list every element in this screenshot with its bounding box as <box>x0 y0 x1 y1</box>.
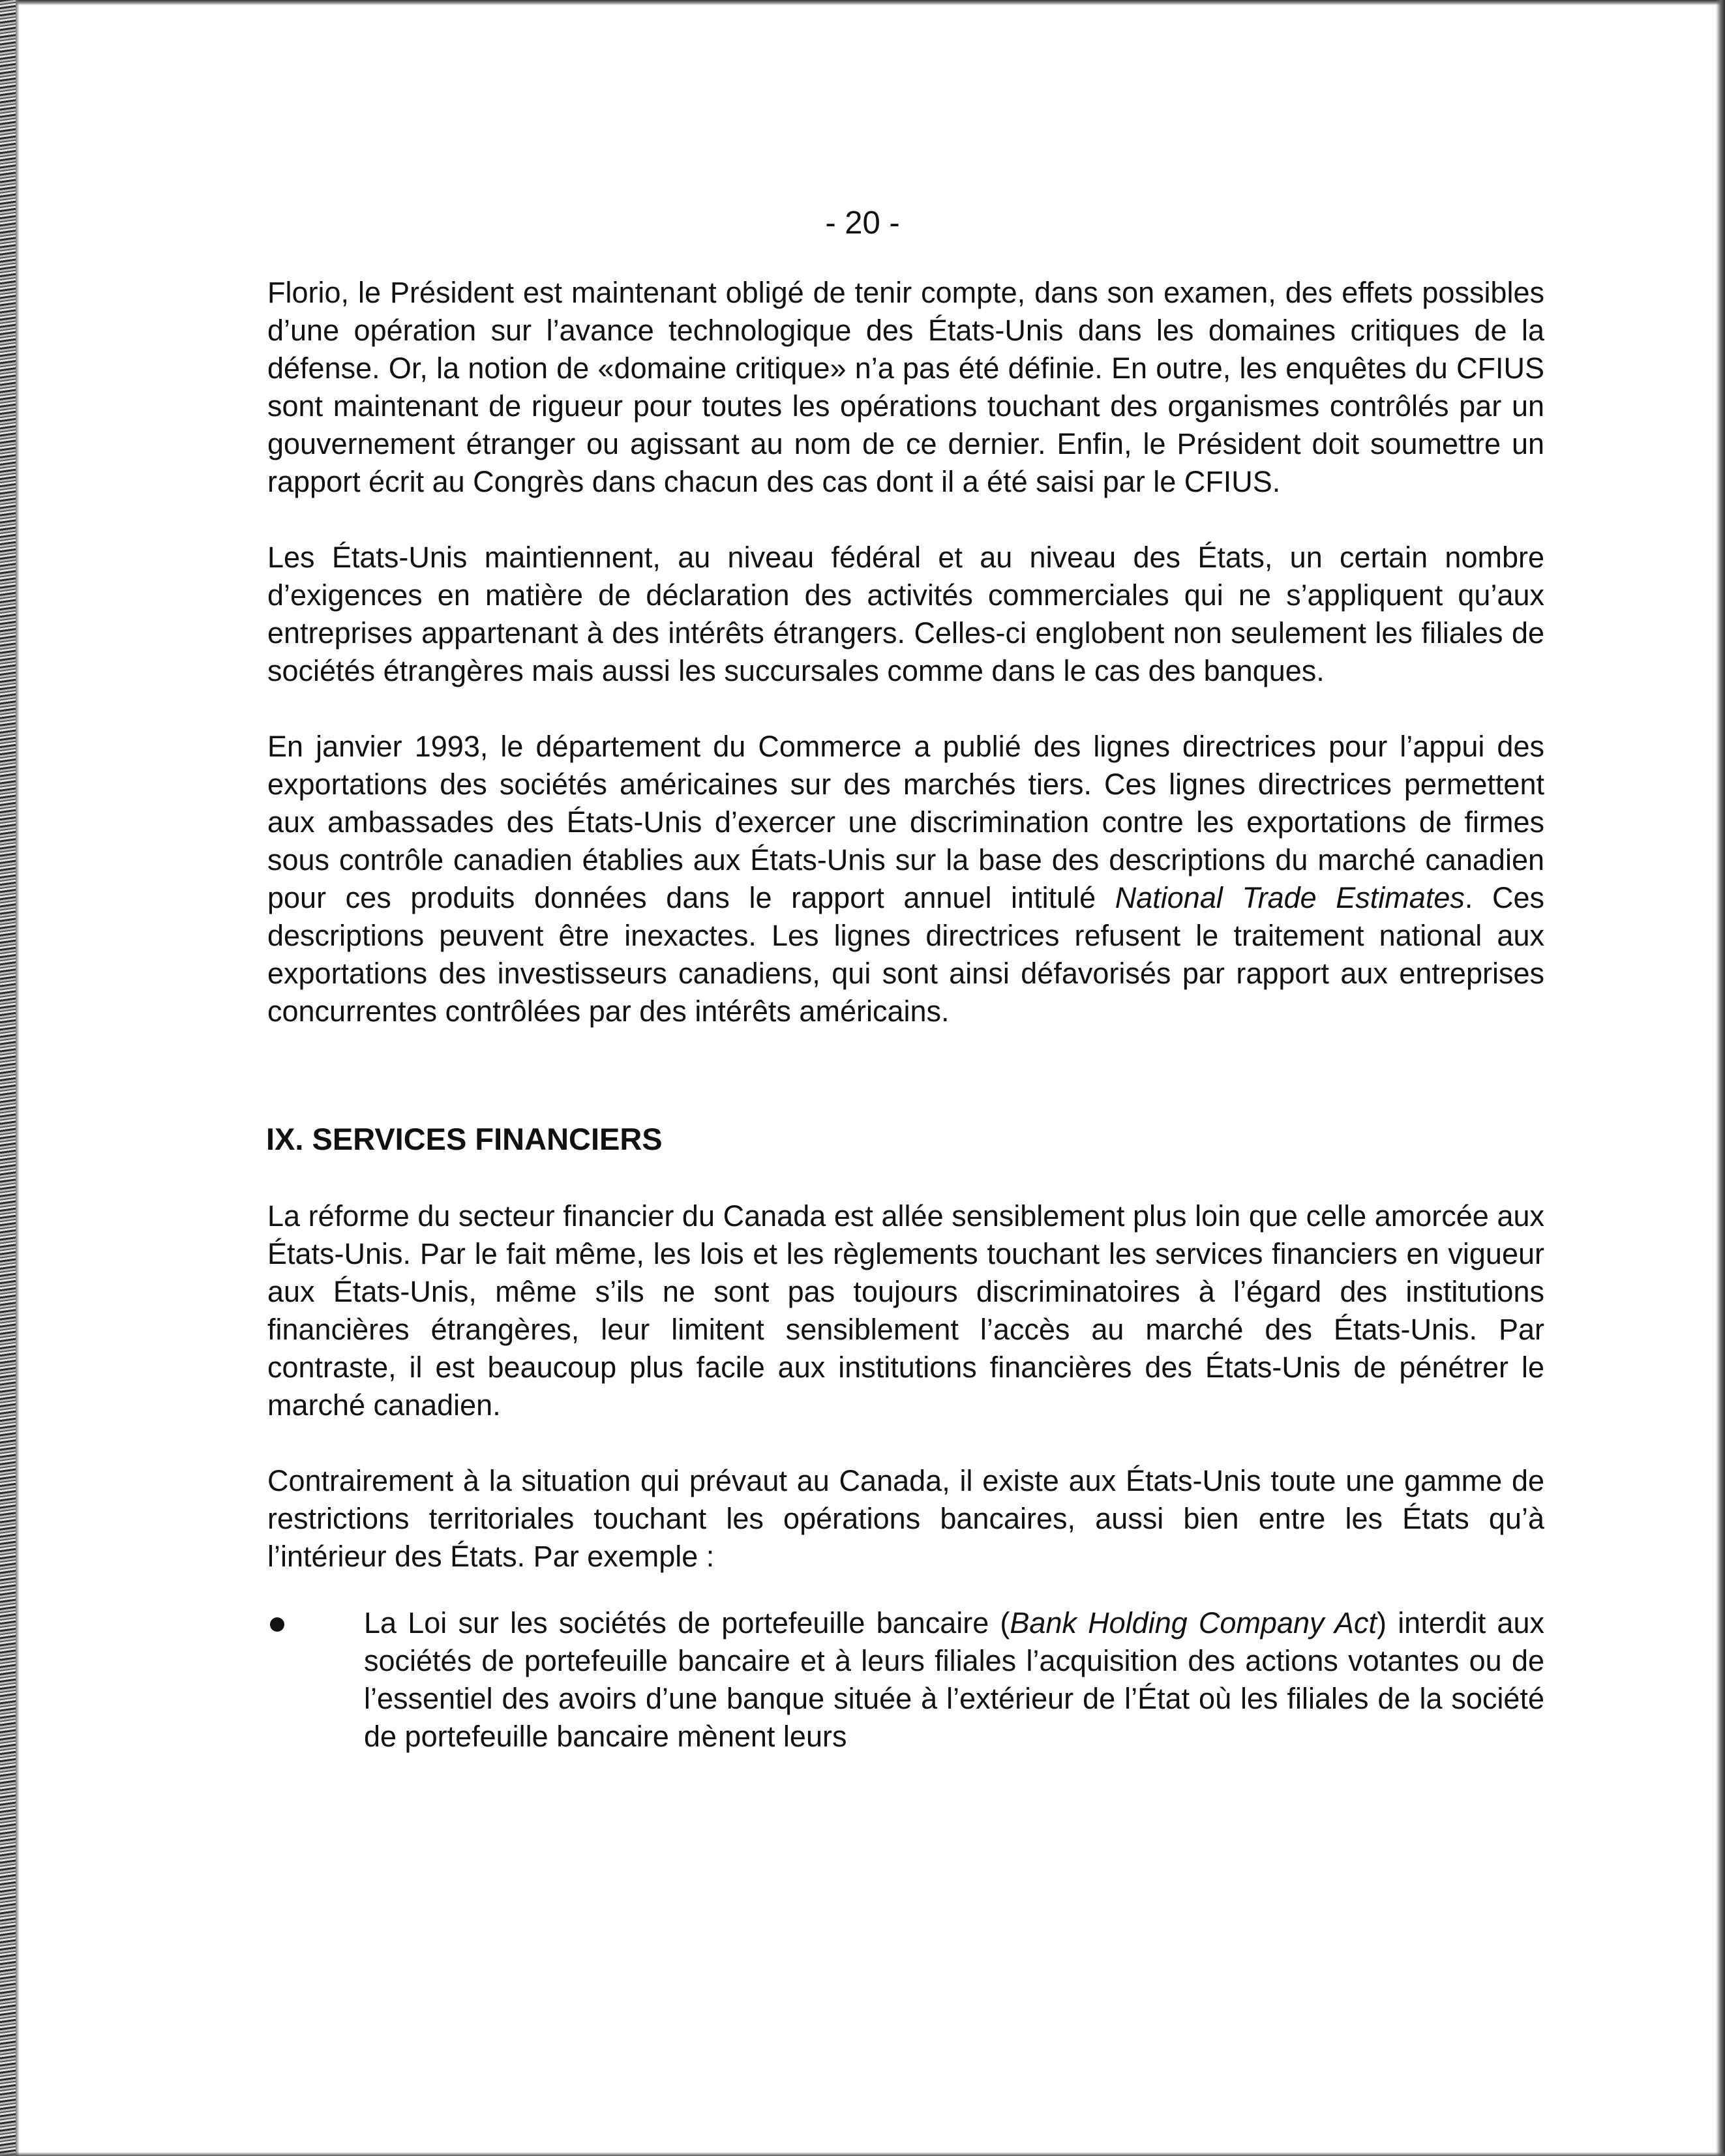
commerce-guidelines-text-start: En janvier 1993, le département du Commerce a publié des lignes directrices pour l’appui des exportations des sociétés américaines sur des marchés tiers. Ces lignes directrices permettent aux ambassades des États-Unis d’exercer une discrimination contre les exportations de firmes sous contrôle canadien établies aux États-Unis sur la base des descriptions du marché canadien pour ces produits données dans le rapport annuel intitulé <box>267 730 1544 914</box>
bullet-text-end: ) interdit aux sociétés de portefeuille bancaire et à leurs filiales l’acquisition des actions votantes ou de l’essentiel des avoirs d’une banque située à l’extérieur de l’État où les filiales de la société de portefeuille bancaire mènent leurs <box>364 1606 1544 1753</box>
bullet-text-start: La Loi sur les sociétés de portefeuille bancaire ( <box>364 1606 1010 1639</box>
page-number: - 20 - <box>825 205 900 241</box>
bullet-item-bank-holding-act <box>267 1604 1544 1756</box>
paragraph-cfius-review: Florio, le Président est maintenant obligé de tenir compte, dans son examen, des effets possibles d’une opération sur l’avance technologique des États-Unis dans les domaines critiques de la défense. Or, la notion de «domaine critique» n’a pas été définie. En outre, les enquêtes du CFIUS sont maintenant de rigueur pour toutes les opérations touchant des organismes contrôlés par un gouvernement étranger ou agissant au nom de ce dernier. Enfin, le Président doit soumettre un rapport écrit au Congrès dans chacun des cas dont il a été saisi par le CFIUS. <box>267 276 1544 498</box>
commerce-guidelines-text-end: . Ces descriptions peuvent être inexactes. Les lignes directrices refusent le traitement national aux exportations des investisseurs canadiens, qui sont ainsi défavorisés par rapport aux entreprises concurrentes contrôlées par des intérêts américains. <box>267 881 1544 1028</box>
section-heading: IX. SERVICES FINANCIERS <box>266 1122 663 1156</box>
act-name-italic: Bank Holding Company Act <box>1010 1606 1377 1639</box>
scan-left-shadow <box>16 0 20 2156</box>
paragraph-commerce-guidelines <box>267 728 1544 1030</box>
report-title-italic: National Trade Estimates <box>1115 881 1465 914</box>
scan-top-edge <box>0 0 1725 5</box>
bullet-icon <box>270 1617 284 1632</box>
paragraph-reporting-requirements: Les États-Unis maintiennent, au niveau fédéral et au niveau des États, un certain nombre d’exigences en matière de déclaration des activités commerciales qui ne s’appliquent qu’aux entreprises appartenant à des intérêts étrangers. Celles-ci englobent non seulement les filiales de sociétés étrangères mais aussi les succursales comme dans le cas des banques. <box>267 541 1544 687</box>
scan-bottom-edge <box>0 2152 1725 2156</box>
section-spacer <box>267 1068 1544 1120</box>
paragraph-territorial-restrictions: Contrairement à la situation qui prévaut au Canada, il existe aux États-Unis toute une gamme de restrictions territoriales touchant les opérations bancaires, aussi bien entre les États qu’à l’intérieur des États. Par exemple : <box>267 1464 1544 1573</box>
scan-left-edge <box>0 0 16 2156</box>
paragraph-financial-reform: La réforme du secteur financier du Canada est allée sensiblement plus loin que celle amorcée aux États-Unis. Par le fait même, les lois et les règlements touchant les services financiers en vigueur aux États-Unis, même s’ils ne sont pas toujours discriminatoires à l’égard des institutions financières étrangères, leur limitent sensiblement l’accès au marché des États-Unis. Par contraste, il est beaucoup plus facile aux institutions financières des États-Unis de pénétrer le marché canadien. <box>267 1199 1544 1422</box>
document-body <box>267 274 1544 1756</box>
scan-right-edge <box>1716 0 1725 2156</box>
